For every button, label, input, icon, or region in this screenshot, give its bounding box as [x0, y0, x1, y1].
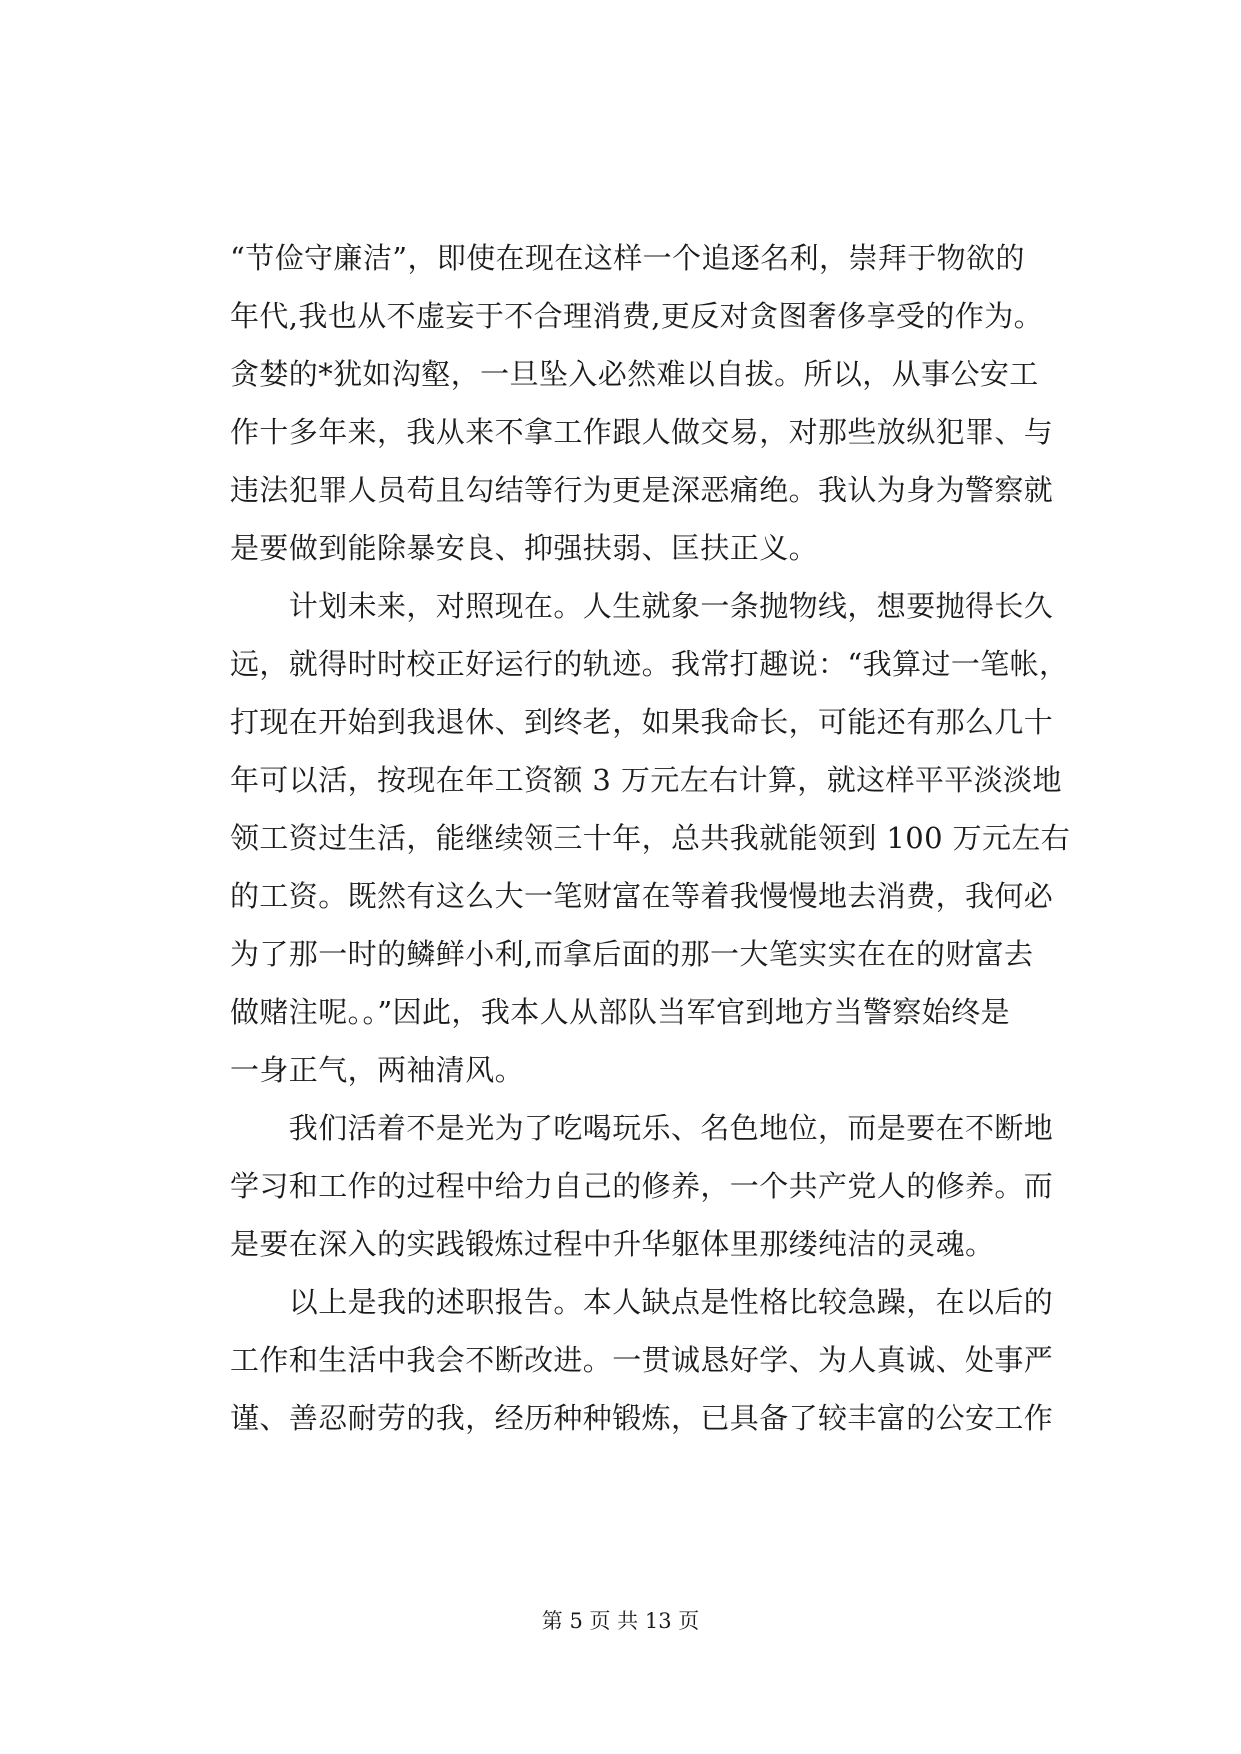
text-line: “节俭守廉洁”，即使在现在这样一个追逐名利，崇拜于物欲的 [230, 241, 1025, 275]
text-line: 做赌注呢。。”因此，我本人从部队当军官到地方当警察始终是 [230, 995, 1011, 1029]
text-line: 年可以活，按现在年工资额 3 万元左右计算，就这样平平淡淡地 [230, 763, 1062, 797]
text-line: 学习和工作的过程中给力自己的修养，一个共产党人的修养。而 [230, 1169, 1054, 1203]
text-line: 为了那一时的鳞鲜小利,而拿后面的那一大笔实实在在的财富去 [230, 937, 1034, 971]
text-line: 年代,我也从不虚妄于不合理消费,更反对贪图奢侈享受的作为。 [230, 299, 1044, 333]
text-line: 我们活着不是光为了吃喝玩乐、名色地位，而是要在不断地 [230, 1111, 1054, 1145]
document-body [230, 229, 1080, 1447]
text-line: 是要在深入的实践锻炼过程中升华躯体里那缕纯洁的灵魂。 [230, 1227, 995, 1261]
text-line: 领工资过生活，能继续领三十年，总共我就能领到 100 万元左右 [230, 821, 1071, 855]
text-line: 贪婪的*犹如沟壑，一旦坠入必然难以自拔。所以，从事公安工 [230, 357, 1039, 391]
text-line: 打现在开始到我退休、到终老，如果我命长，可能还有那么几十 [230, 705, 1054, 739]
page-number-footer: 第 5 页 共 13 页 [541, 1609, 700, 1633]
text-line: 以上是我的述职报告。本人缺点是性格比较急躁，在以后的 [230, 1285, 1054, 1319]
text-line: 的工资。既然有这么大一笔财富在等着我慢慢地去消费，我何必 [230, 879, 1054, 913]
text-line: 作十多年来，我从来不拿工作跟人做交易，对那些放纵犯罪、与 [230, 415, 1054, 449]
text-line: 是要做到能除暴安良、抑强扶弱、匡扶正义。 [230, 531, 819, 565]
text-line: 一身正气，两袖清风。 [230, 1053, 525, 1087]
text-line: 远，就得时时校正好运行的轨迹。我常打趣说：“我算过一笔帐， [230, 647, 1069, 681]
text-line: 计划未来，对照现在。人生就象一条抛物线，想要抛得长久 [230, 589, 1054, 623]
text-line: 谨、善忍耐劳的我，经历种种锻炼，已具备了较丰富的公安工作 [230, 1401, 1054, 1435]
text-line: 工作和生活中我会不断改进。一贯诚恳好学、为人真诚、处事严 [230, 1343, 1054, 1377]
text-line: 违法犯罪人员苟且勾结等行为更是深恶痛绝。我认为身为警察就 [230, 473, 1054, 507]
